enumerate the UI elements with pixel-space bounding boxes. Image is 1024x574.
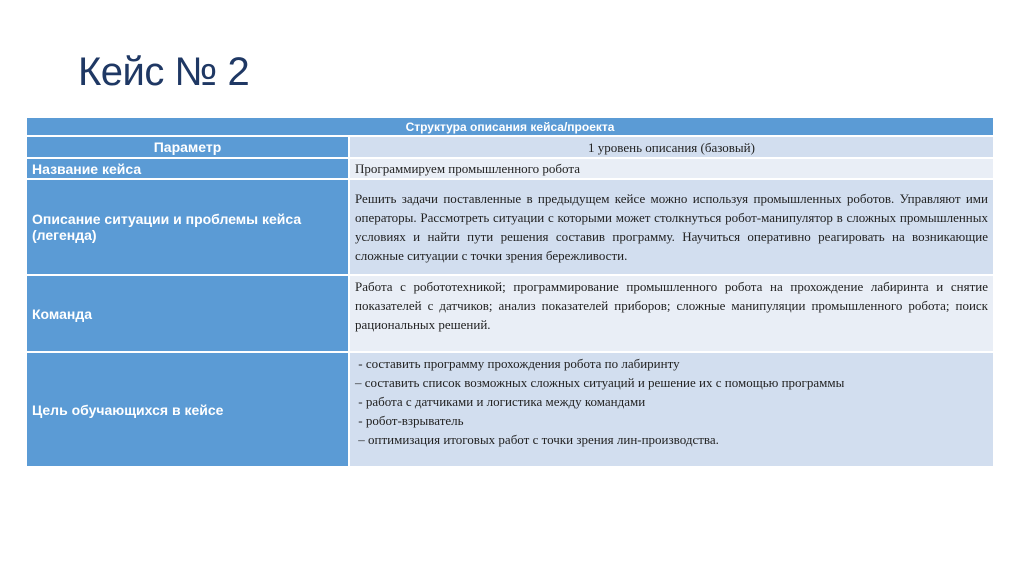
goal-item: – составить список возможных сложных ситуаций и решение их с помощью программы (355, 375, 845, 390)
row-value: Решить задачи поставленные в предыдущем кейсе можно используя промышленных роботов. Управляют ими операторы. Рассмотреть ситуации с которыми может столкнуться робот-манипулятор в сложных промышленных условиях и найти пути решения составив программу. Научиться оперативно реагировать на возникающие сложные ситуации с точки зрения бережливости. (349, 179, 994, 275)
goal-item: - работа с датчиками и логистика между командами (355, 394, 646, 409)
row-value: Программируем промышленного робота (349, 158, 994, 179)
header-param: Параметр (26, 136, 349, 158)
row-value: Работа с робототехникой; программирование промышленного робота на прохождение лабиринта и снятие показателей с датчиков; анализ показателей приборов; сложные манипуляции промышленного робота; поиск рациональных решений. (349, 275, 994, 352)
case-structure-table (25, 116, 995, 468)
row-label: Цель обучающихся в кейсе (26, 352, 349, 467)
table-row (26, 275, 994, 352)
table-header-row (26, 136, 994, 158)
slide-title: Кейс № 2 (78, 50, 250, 94)
row-value-list (349, 352, 994, 467)
table-row (26, 179, 994, 275)
row-label: Описание ситуации и проблемы кейса (легенда) (26, 179, 349, 275)
table-row (26, 158, 994, 179)
goal-item: - составить программу прохождения робота по лабиринту (355, 356, 680, 371)
goal-item: – оптимизация итоговых работ с точки зрения лин-производства. (355, 432, 719, 447)
table-caption: Структура описания кейса/проекта (26, 117, 994, 136)
table-row (26, 352, 994, 467)
row-label: Команда (26, 275, 349, 352)
row-label: Название кейса (26, 158, 349, 179)
goal-item: - робот-взрыватель (355, 413, 464, 428)
header-level: 1 уровень описания (базовый) (349, 136, 994, 158)
table-caption-row (26, 117, 994, 136)
